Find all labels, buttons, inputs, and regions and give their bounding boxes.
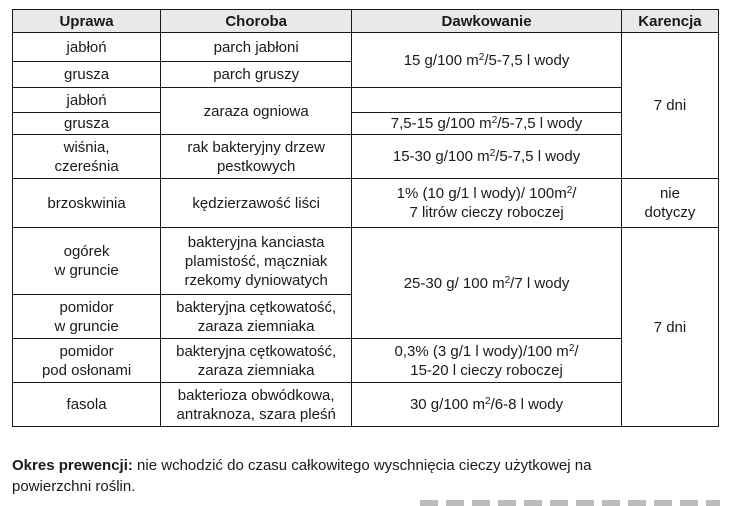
dosage-cell: 0,3% (3 g/1 l wody)/100 $m^2/$ 15-20 l cieczy roboczej: [352, 339, 622, 383]
crop-cell: grusza: [13, 113, 161, 135]
preharvest-cell: nie dotyczy: [621, 179, 718, 228]
disease-cell: kędzierzawość liści: [161, 179, 352, 228]
disease-cell: parch gruszy: [161, 62, 352, 88]
header-preharvest: Karencja: [621, 10, 718, 33]
note-text: nie wchodzić do czasu całkowitego wyschnięcia cieczy użytkowej na: [132, 457, 592, 474]
disease-cell: parch jabłoni: [161, 33, 352, 62]
table-row: [13, 339, 719, 383]
crop-cell: wiśnia, czereśnia: [13, 135, 161, 179]
crop-cell: pomidor w gruncie: [13, 295, 161, 339]
dosage-table: [12, 9, 719, 427]
table-row: [13, 33, 719, 62]
disease-cell: bakteryjna cętkowatość, zaraza ziemniaka: [161, 295, 352, 339]
table-row: [13, 113, 719, 135]
crop-cell: fasola: [13, 383, 161, 427]
bottom-decoration: [420, 500, 720, 506]
dosage-cell: 1% (10 g/1 l wody)/ $100m^2/$ 7 litrów cieczy roboczej: [352, 179, 622, 228]
preharvest-cell: 7 dni: [621, 228, 718, 427]
note-text-2: powierzchni roślin.: [12, 478, 136, 495]
header-row: [13, 10, 719, 33]
dosage-cell: 30 g/100 $m^2/6-8$ l wody: [352, 383, 622, 427]
header-crop: Uprawa: [13, 10, 161, 33]
dosage-empty-cell: [352, 88, 622, 113]
crop-cell: pomidor pod osłonami: [13, 339, 161, 383]
disease-cell: bakteryjna kanciasta plamistość, mączniak rzekomy dyniowatych: [161, 228, 352, 295]
dosage-cell: 15 g/100 $m^2/5-7,5$ l wody: [352, 33, 622, 88]
header-disease: Choroba: [161, 10, 352, 33]
disease-cell: rak bakteryjny drzew pestkowych: [161, 135, 352, 179]
dosage-cell: 15-30 g/100 $m^2/5-7,5$ l wody: [352, 135, 622, 179]
dosage-cell: 7,5-15 g/100 $m^2/5-7,5$ l wody: [352, 113, 622, 135]
disease-cell: bakteryjna cętkowatość, zaraza ziemniaka: [161, 339, 352, 383]
table-row: [13, 383, 719, 427]
crop-cell: ogórek w gruncie: [13, 228, 161, 295]
note-label: Okres prewencji:: [12, 457, 133, 474]
disease-cell: zaraza ogniowa: [161, 88, 352, 135]
table-row: [13, 228, 719, 295]
crop-cell: brzoskwinia: [13, 179, 161, 228]
table-row: [13, 179, 719, 228]
preharvest-cell: 7 dni: [621, 33, 718, 179]
table-row: [13, 135, 719, 179]
disease-cell: bakterioza obwódkowa, antraknoza, szara pleśń: [161, 383, 352, 427]
header-dosage: Dawkowanie: [352, 10, 622, 33]
dosage-cell: 25-30 g/ 100 $m^2/7$ l wody: [352, 228, 622, 339]
table-row: [13, 88, 719, 113]
prevention-note: [12, 455, 719, 497]
crop-cell: jabłoń: [13, 88, 161, 113]
crop-cell: jabłoń: [13, 33, 161, 62]
crop-cell: grusza: [13, 62, 161, 88]
